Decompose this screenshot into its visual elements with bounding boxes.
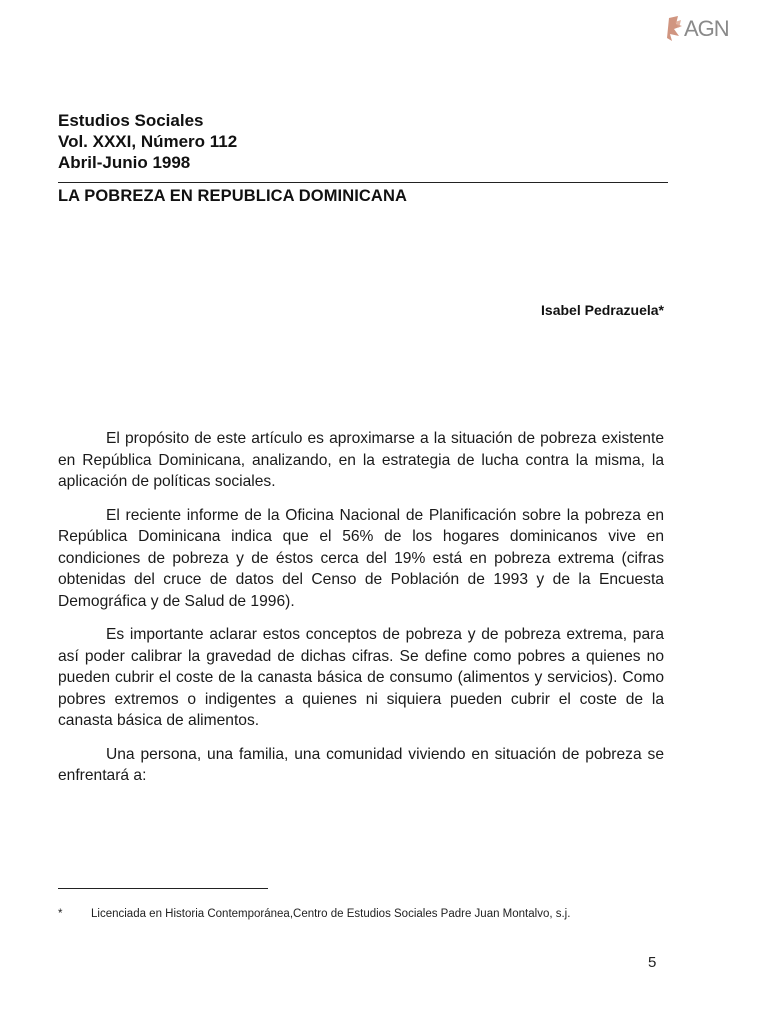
footnote-marker: *: [58, 908, 63, 920]
article-title: LA POBREZA EN REPUBLICA DOMINICANA: [58, 187, 407, 205]
journal-date: Abril-Junio 1998: [58, 153, 191, 172]
body-paragraph: El reciente informe de la Oficina Nacional de Planificación sobre la pobreza en República Dominicana indica que el 56% de los hogares dominicanos vive en condiciones de pobreza y de éstos cerca del 19% está en pobreza extrema (cifras obtenidas del cruce de datos del Censo de Población de 1993 y de la Encuesta Demográfica y de Salud de 1996).: [58, 506, 664, 610]
footnote: [58, 906, 664, 923]
agn-logo-text: AGN: [684, 16, 729, 41]
footnote-text: Licenciada en Historia Contemporánea,Centro de Estudios Sociales Padre Juan Montalvo, s.j.: [91, 908, 571, 920]
body-paragraph: Una persona, una familia, una comunidad viviendo en situación de pobreza se enfrentará a:: [58, 745, 664, 784]
footnote-divider: [58, 888, 268, 889]
author-name: Isabel Pedrazuela*: [541, 302, 664, 318]
journal-volume: Vol. XXXI, Número 112: [58, 132, 238, 151]
journal-header: [58, 110, 668, 173]
body-paragraph: El propósito de este artículo es aproximarse a la situación de pobreza existente en República Dominicana, analizando, en la estrategia de lucha contra la misma, la aplicación de políticas sociales.: [58, 430, 664, 490]
header-divider: [58, 182, 668, 183]
page-number: 5: [648, 954, 657, 971]
article-body: [58, 428, 664, 799]
journal-name: Estudios Sociales: [58, 111, 204, 130]
body-paragraph: Es importante aclarar estos conceptos de pobreza y de pobreza extrema, para así poder calibrar la gravedad de dichas cifras. Se define como pobres a quienes no pueden cubrir el coste de la canasta básica de consumo (alimentos y servicios). Como pobres extremos o indigentes a quienes ni siquiera pueden cubrir el coste de la canasta básica de alimentos.: [58, 626, 664, 729]
agn-logo: [666, 12, 752, 48]
